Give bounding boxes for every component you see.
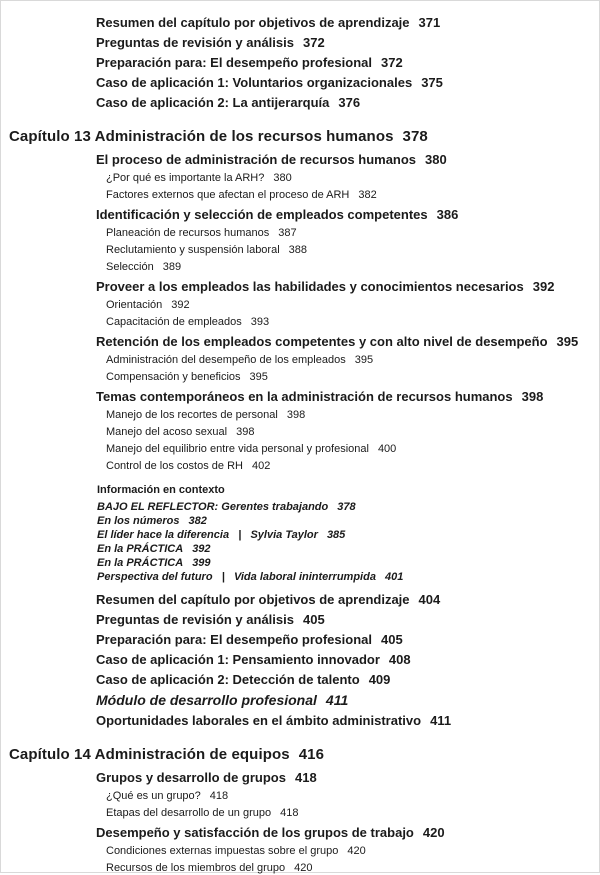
toc-entry-sub xyxy=(106,426,599,439)
toc-entry-text: Preguntas de revisión y análisis xyxy=(96,612,294,627)
toc-entry-text: Capítulo 14 Administración de equipos xyxy=(9,746,290,763)
toc-entry-text: Retención de los empleados competentes y con alto nivel de desempeño xyxy=(96,334,548,349)
toc-entry-text: En la PRÁCTICA xyxy=(97,557,184,569)
toc-entry-page-number: 404 xyxy=(418,592,441,607)
toc-entry-page-number: 418 xyxy=(294,770,317,785)
toc-feature-item xyxy=(97,515,599,527)
toc-entry-page-number: 380 xyxy=(425,152,447,167)
toc-entry-page-number: 398 xyxy=(236,426,255,438)
toc-entry-sub xyxy=(106,227,599,240)
toc-entry-sub xyxy=(106,354,599,367)
toc-entry-l1 xyxy=(96,389,599,404)
toc-entry-sub xyxy=(106,244,599,257)
toc-entry-page-number: 387 xyxy=(278,227,297,239)
toc-entry-sub xyxy=(106,172,599,185)
toc-entry-sub xyxy=(106,845,599,858)
toc-entry-page-number: 418 xyxy=(209,790,229,802)
toc-entry-text: Etapas del desarrollo de un grupo xyxy=(106,807,272,819)
toc-entry-page-number: 392 xyxy=(192,543,211,555)
toc-entry-text: Manejo del equilibrio entre vida personal y profesional xyxy=(106,443,369,455)
toc-entry-l1 xyxy=(96,35,599,50)
toc-entry-page-number: 378 xyxy=(402,128,428,145)
toc-entry-text: Preguntas de revisión y análisis xyxy=(96,35,294,50)
toc-entry-l1 xyxy=(96,672,599,687)
toc-entry-text: Orientación xyxy=(106,299,163,311)
toc-entry-text: Resumen del capítulo por objetivos de aprendizaje xyxy=(96,592,410,607)
toc-entry-l1 xyxy=(96,279,599,294)
toc-entry-text: Factores externos que afectan el proceso de ARH xyxy=(106,189,350,201)
toc-feature-item xyxy=(97,529,599,541)
toc-entry-sub xyxy=(106,460,599,473)
toc-section-label xyxy=(97,484,599,497)
toc-entry-page-number: 395 xyxy=(354,354,374,366)
toc-entry-page-number: 420 xyxy=(422,825,445,840)
toc-entry-sub xyxy=(106,189,599,202)
toc-entry-text: En la PRÁCTICA xyxy=(97,543,184,555)
toc-entry-page-number: 376 xyxy=(338,95,361,110)
toc-entry-page-number: 375 xyxy=(421,75,443,90)
toc-entry-text: ¿Qué es un grupo? xyxy=(106,790,201,802)
toc-entry-page-number: 398 xyxy=(286,409,306,421)
toc-entry-l1 xyxy=(96,713,599,728)
toc-entry-page-number: 371 xyxy=(418,15,441,30)
toc-entry-text: Desempeño y satisfacción de los grupos de trabajo xyxy=(96,825,414,840)
toc-entry-text: Caso de aplicación 1: Voluntarios organizacionales xyxy=(96,75,413,90)
toc-entry-l1 xyxy=(96,334,599,349)
toc-entry-text: Módulo de desarrollo profesional xyxy=(96,692,317,708)
toc-entry-text: Capacitación de empleados xyxy=(106,316,242,328)
toc-entry-text: Resumen del capítulo por objetivos de aprendizaje xyxy=(96,15,410,30)
toc-entry-page-number: 420 xyxy=(347,845,366,857)
toc-feature-item xyxy=(97,571,599,583)
toc-entry-text: BAJO EL REFLECTOR: Gerentes trabajando xyxy=(97,501,329,513)
toc-entry-text: Preparación para: El desempeño profesional xyxy=(96,55,372,70)
toc-page xyxy=(1,1,599,872)
toc-entry-text: Caso de aplicación 2: La antijerarquía xyxy=(96,95,330,110)
toc-entry-page-number: 409 xyxy=(368,672,391,687)
toc-entry-l1 xyxy=(96,207,599,222)
toc-entry-text: Preparación para: El desempeño profesional xyxy=(96,632,372,647)
toc-entry-text: ¿Por qué es importante la ARH? xyxy=(106,172,265,184)
toc-entry-page-number: 395 xyxy=(556,334,579,349)
toc-entry-sub xyxy=(106,443,599,456)
toc-entry-page-number: 399 xyxy=(192,557,211,569)
toc-entry-text: Manejo de los recortes de personal xyxy=(106,409,278,421)
toc-entry-l1 xyxy=(96,75,599,90)
toc-feature-item xyxy=(97,543,599,555)
toc-entry-text: Perspectiva del futuro | Vida laboral ininterrumpida xyxy=(97,571,376,583)
toc-entry-sub xyxy=(106,299,599,312)
toc-entry-page-number: 372 xyxy=(380,55,403,70)
toc-entry-page-number: 398 xyxy=(521,389,544,404)
toc-entry-sub xyxy=(106,261,599,274)
toc-entry-page-number: 400 xyxy=(377,443,397,455)
toc-chapter-heading xyxy=(9,746,599,763)
toc-entry-text: Caso de aplicación 2: Detección de talento xyxy=(96,672,360,687)
toc-entry-text: Proveer a los empleados las habilidades y conocimientos necesarios xyxy=(96,279,524,294)
toc-entry-text: Capítulo 13 Administración de los recursos humanos xyxy=(9,128,394,145)
toc-entry-sub xyxy=(106,807,599,820)
toc-entry-l1 xyxy=(96,632,599,647)
toc-entry-page-number: 382 xyxy=(188,515,207,527)
toc-entry-sub xyxy=(106,316,599,329)
toc-entry-l1 xyxy=(96,612,599,627)
toc-entry-page-number: 401 xyxy=(384,571,404,583)
toc-entry-text: El proceso de administración de recursos humanos xyxy=(96,152,417,167)
toc-entry-page-number: 392 xyxy=(532,279,555,294)
toc-entry-page-number: 405 xyxy=(302,612,325,627)
toc-module-heading xyxy=(96,692,599,708)
toc-entry-text: Compensación y beneficios xyxy=(106,371,241,383)
toc-entry-page-number: 382 xyxy=(358,189,377,201)
toc-entry-l1 xyxy=(96,55,599,70)
toc-entry-text: Control de los costos de RH xyxy=(106,460,243,472)
toc-entry-page-number: 388 xyxy=(288,244,308,256)
toc-entry-l1 xyxy=(96,15,599,30)
toc-entry-page-number: 393 xyxy=(250,316,270,328)
toc-entry-page-number: 392 xyxy=(171,299,190,311)
toc-entry-text: Selección xyxy=(106,261,154,273)
toc-entry-page-number: 385 xyxy=(326,529,346,541)
toc-entry-l1 xyxy=(96,770,599,785)
toc-feature-item xyxy=(97,557,599,569)
toc-entry-page-number: 402 xyxy=(251,460,271,472)
toc-entry-l1 xyxy=(96,152,599,167)
toc-entry-page-number: 418 xyxy=(280,807,299,819)
toc-entry-text: Grupos y desarrollo de grupos xyxy=(96,770,286,785)
toc-entry-l1 xyxy=(96,652,599,667)
toc-entry-page-number: 386 xyxy=(436,207,459,222)
toc-entry-page-number: 420 xyxy=(294,862,313,874)
toc-entry-text: Caso de aplicación 1: Pensamiento innovador xyxy=(96,652,380,667)
toc-entry-page-number: 411 xyxy=(430,713,452,728)
toc-entry-sub xyxy=(106,790,599,803)
toc-entry-page-number: 411 xyxy=(325,692,349,708)
toc-entry-text: Información en contexto xyxy=(97,484,225,496)
toc-chapter-heading xyxy=(9,128,599,145)
toc-entry-page-number: 378 xyxy=(337,501,356,513)
toc-entry-page-number: 416 xyxy=(298,746,325,763)
toc-entry-text: Planeación de recursos humanos xyxy=(106,227,270,239)
toc-entry-l1 xyxy=(96,592,599,607)
toc-entry-sub xyxy=(106,862,599,875)
toc-list xyxy=(1,15,599,875)
toc-entry-text: Manejo del acoso sexual xyxy=(106,426,228,438)
toc-entry-text: Administración del desempeño de los empleados xyxy=(106,354,346,366)
toc-entry-text: Reclutamiento y suspensión laboral xyxy=(106,244,280,256)
toc-entry-page-number: 389 xyxy=(162,261,182,273)
toc-entry-text: Condiciones externas impuestas sobre el grupo xyxy=(106,845,339,857)
toc-entry-text: Temas contemporáneos en la administración de recursos humanos xyxy=(96,389,513,404)
toc-feature-item xyxy=(97,501,599,513)
toc-entry-page-number: 395 xyxy=(249,371,268,383)
toc-entry-text: Identificación y selección de empleados competentes xyxy=(96,207,428,222)
toc-entry-sub xyxy=(106,371,599,384)
toc-entry-sub xyxy=(106,409,599,422)
toc-entry-text: En los números xyxy=(97,515,180,527)
toc-entry-l1 xyxy=(96,95,599,110)
toc-entry-text: El líder hace la diferencia | Sylvia Taylor xyxy=(97,529,318,541)
toc-entry-page-number: 408 xyxy=(388,652,411,667)
toc-entry-page-number: 380 xyxy=(273,172,292,184)
toc-entry-text: Oportunidades laborales en el ámbito administrativo xyxy=(96,713,422,728)
toc-entry-text: Recursos de los miembros del grupo xyxy=(106,862,286,874)
toc-entry-l1 xyxy=(96,825,599,840)
toc-entry-page-number: 372 xyxy=(302,35,325,50)
toc-entry-page-number: 405 xyxy=(380,632,403,647)
